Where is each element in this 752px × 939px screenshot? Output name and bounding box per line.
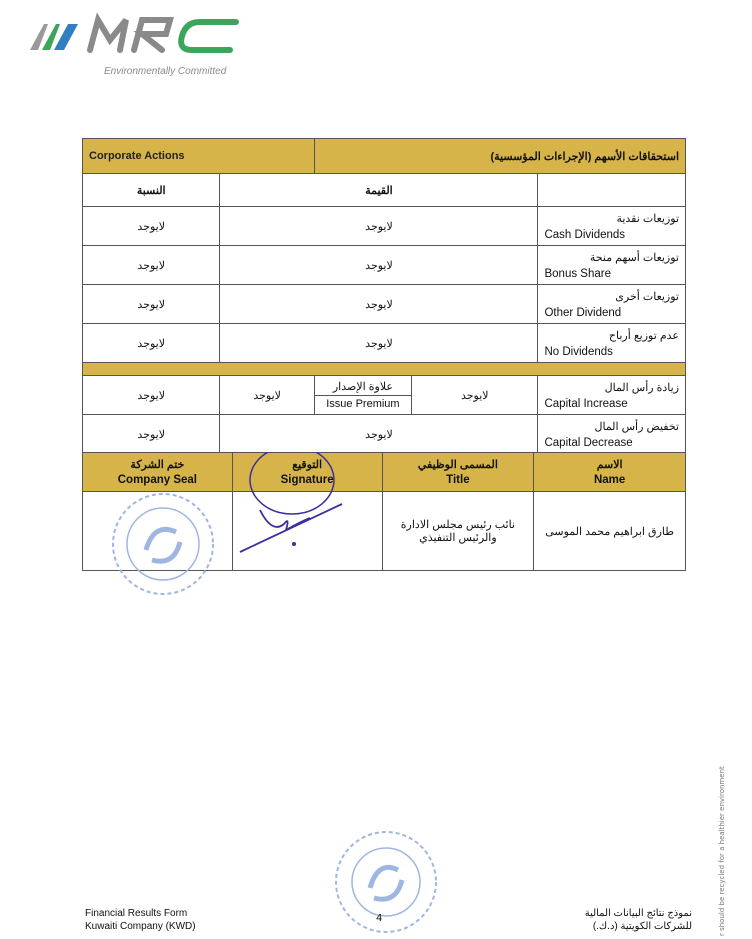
value-cell: لايوجد <box>220 285 538 324</box>
row-label-ar: تخفيض رأس المال <box>594 420 679 433</box>
signature-header-en: Signature <box>280 474 334 486</box>
row-label-en: Cash Dividends <box>544 228 626 241</box>
row-label-en: No Dividends <box>544 345 613 358</box>
col-label-empty <box>538 174 686 207</box>
name-header-en: Name <box>593 474 626 486</box>
col-value: القيمة <box>220 174 538 207</box>
ratio-cell: لايوجد <box>83 415 220 454</box>
issue-premium-ar: علاوة الإصدار <box>315 379 411 396</box>
value-cell: لايوجد <box>412 376 538 415</box>
premium-value-cell: لايوجد <box>220 376 314 415</box>
title-header-ar: المسمى الوظيفي <box>417 459 498 471</box>
issue-premium-en: Issue Premium <box>326 397 400 410</box>
ratio-cell: لايوجد <box>83 285 220 324</box>
handwritten-signature <box>232 452 352 562</box>
corporate-actions-table <box>82 138 686 454</box>
footer-right <box>585 907 692 933</box>
logo-tagline: Environmentally Committed <box>104 66 227 77</box>
row-label <box>538 415 686 454</box>
side-note-text: r should be recycled for a healthier environment <box>718 766 726 936</box>
footer-company-type-ar: للشركات الكويتية (د.ك.) <box>592 921 692 932</box>
capital-decrease-row <box>83 415 686 454</box>
footer-company-type: Kuwaiti Company (KWD) <box>85 921 196 932</box>
issue-premium-cell <box>314 376 411 415</box>
row-label-en: Capital Decrease <box>544 436 633 449</box>
seal-header-ar: ختم الشركة <box>130 459 185 471</box>
section-separator <box>83 363 686 376</box>
person-name: طارق ابراهيم محمد الموسى <box>534 492 686 571</box>
title-header <box>382 453 534 492</box>
table-row <box>83 207 686 246</box>
row-label <box>538 285 686 324</box>
name-header-ar: الاسم <box>596 459 623 471</box>
row-label-en: Capital Increase <box>544 397 628 410</box>
header-ar: استحقاقات الأسهم (الإجراءات المؤسسية) <box>314 139 685 174</box>
table-row <box>83 285 686 324</box>
row-label <box>538 324 686 363</box>
separator-bar <box>83 363 686 376</box>
table-row <box>83 324 686 363</box>
person-title-line2: والرئيس التنفيذي <box>419 532 497 544</box>
table-row <box>83 246 686 285</box>
page-number: 4 <box>376 913 383 924</box>
value-cell: لايوجد <box>220 324 538 363</box>
capital-increase-row <box>83 376 686 415</box>
seal-header <box>83 453 233 492</box>
side-note <box>718 766 730 936</box>
value-cell: لايوجد <box>220 246 538 285</box>
footer-form-name: Financial Results Form <box>85 908 188 919</box>
person-title-line1: نائب رئيس مجلس الادارة <box>400 519 515 531</box>
row-label-en: Other Dividend <box>544 306 622 319</box>
row-label <box>538 376 686 415</box>
row-label <box>538 246 686 285</box>
footer-left <box>85 907 196 933</box>
person-title <box>382 492 534 571</box>
mrc-logo-icon <box>30 8 260 68</box>
ratio-cell: لايوجد <box>83 207 220 246</box>
header-en: Corporate Actions <box>83 139 315 174</box>
seal-header-en: Company Seal <box>117 474 197 486</box>
ratio-cell: لايوجد <box>83 324 220 363</box>
row-label-en: Bonus Share <box>544 267 611 280</box>
row-label-ar: عدم توزيع أرباح <box>608 329 679 342</box>
signature-header-ar: التوقيع <box>292 459 323 471</box>
ratio-cell: لايوجد <box>83 376 220 415</box>
signature-header <box>83 453 686 492</box>
row-label-ar: توزيعات نقدية <box>616 212 679 225</box>
footer-form-name-ar: نموذج نتائج البيانات المالية <box>584 908 692 919</box>
title-header-en: Title <box>446 474 470 486</box>
company-seal-stamp-icon <box>104 490 222 598</box>
col-ratio: النسبة <box>83 174 220 207</box>
column-header-row <box>83 174 686 207</box>
row-label-ar: توزيعات أسهم منحة <box>589 251 679 264</box>
corporate-actions-header <box>83 139 686 174</box>
value-cell: لايوجد <box>220 415 538 454</box>
row-label-ar: زيادة رأس المال <box>604 381 679 394</box>
footer-seal-stamp-icon <box>326 828 446 936</box>
row-label <box>538 207 686 246</box>
ratio-cell: لايوجد <box>83 246 220 285</box>
row-label-ar: توزيعات أخرى <box>615 290 679 303</box>
name-header <box>534 453 686 492</box>
value-cell: لايوجد <box>220 207 538 246</box>
